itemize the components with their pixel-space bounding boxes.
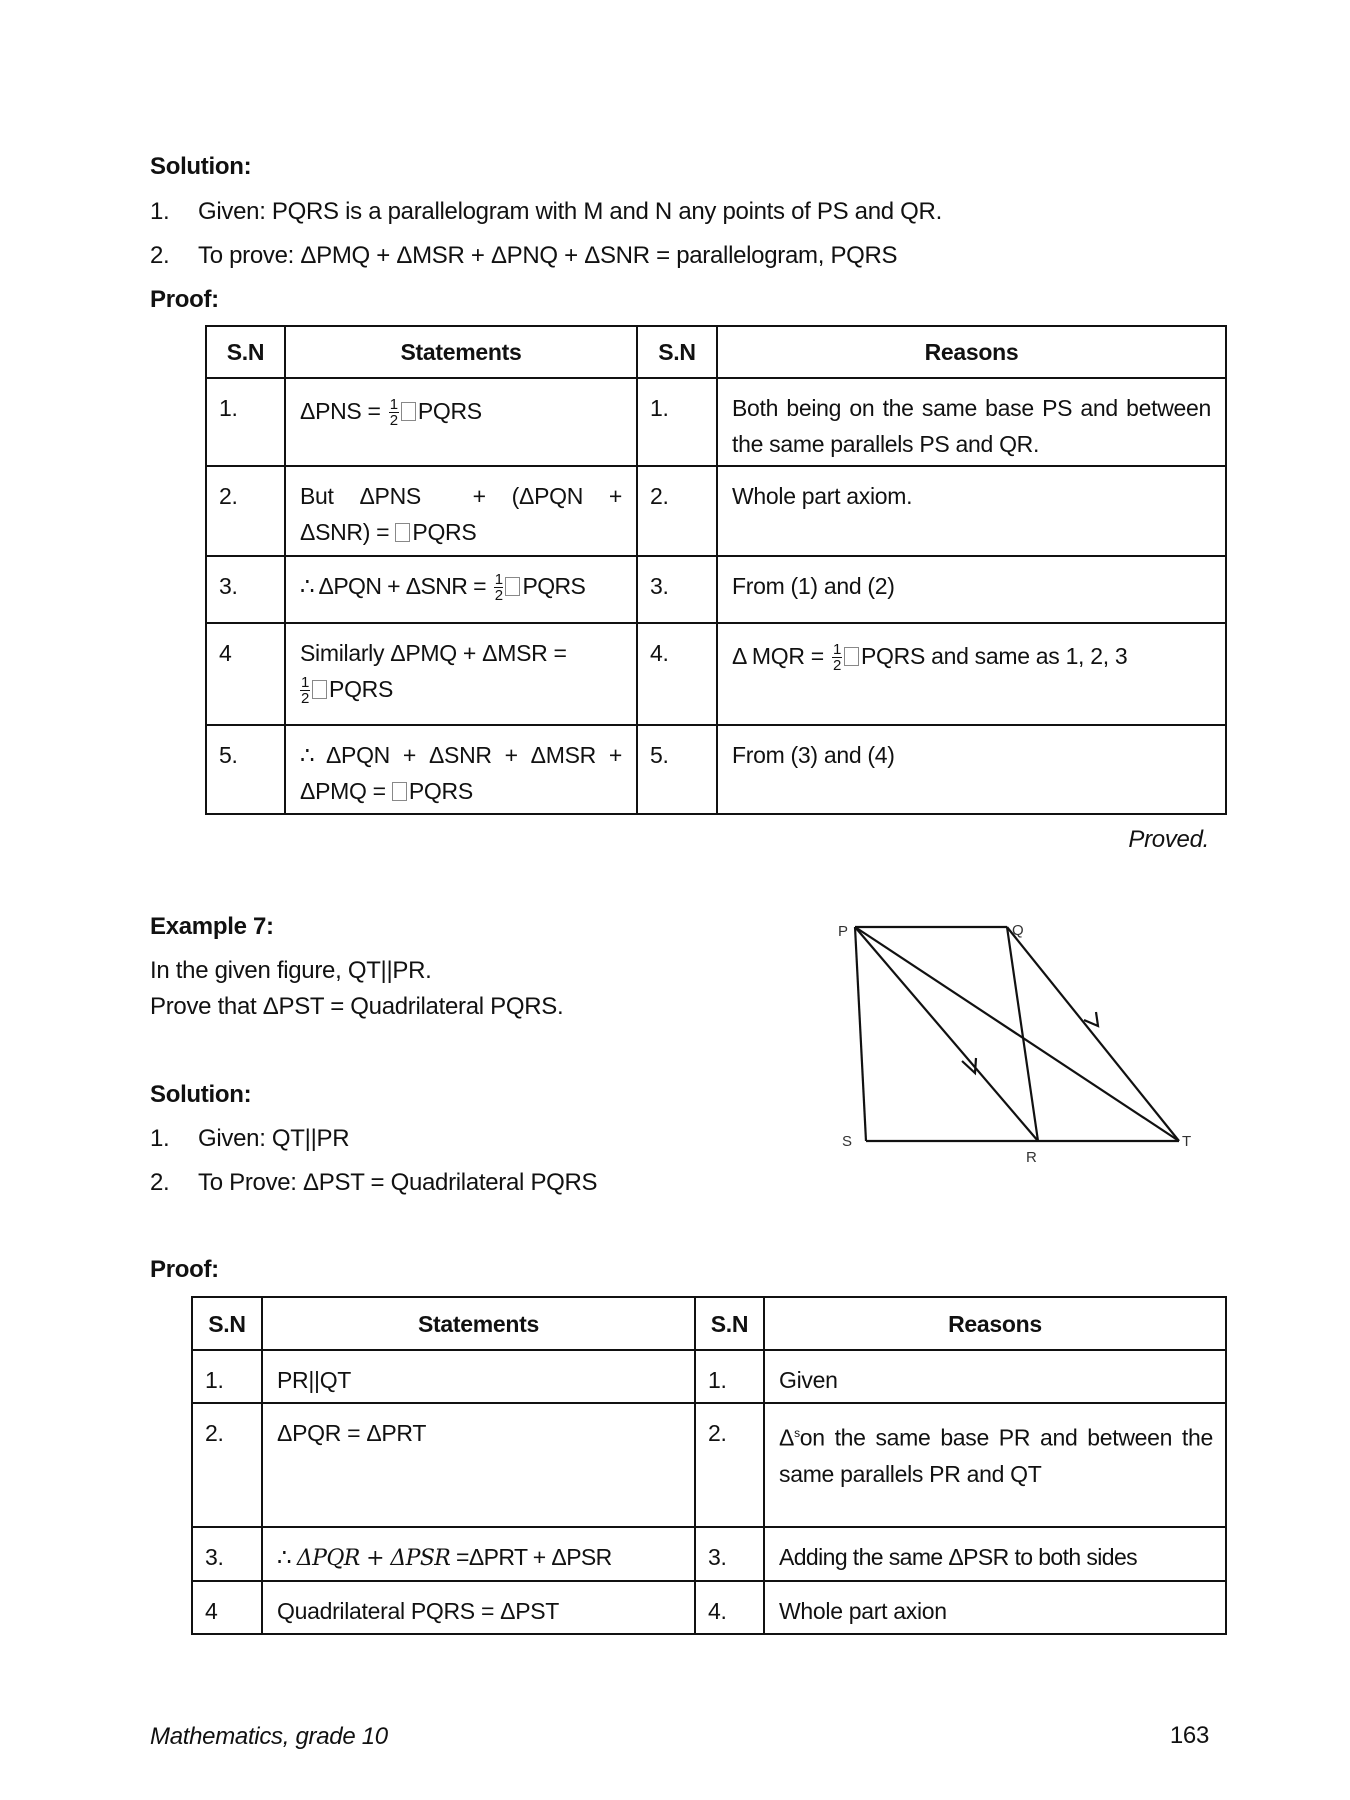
statement-text: =ΔPRT + ΔPSR [450, 1544, 612, 1570]
label-p: P [838, 923, 848, 940]
row-sn: 1. [637, 378, 717, 466]
table-row [206, 556, 1226, 623]
header-sn: S.N [695, 1297, 764, 1350]
label-r: R [1026, 1149, 1037, 1166]
table-header-row [206, 326, 1226, 378]
proof-heading: Proof: [150, 1256, 219, 1283]
parallelogram-symbol-icon [312, 680, 327, 699]
given-line [150, 198, 942, 226]
example-line-2: Prove that ΔPST = Quadrilateral PQRS. [150, 993, 564, 1020]
footer-book-title: Mathematics, grade 10 [150, 1723, 388, 1750]
reason-text: Δ MQR = [732, 643, 830, 669]
reason-cell: Whole part axion [764, 1581, 1226, 1634]
statement-text: Similarly ΔPMQ + ΔMSR = [300, 640, 567, 666]
row-sn: 1. [695, 1350, 764, 1403]
table-row [206, 378, 1226, 466]
row-sn: 3. [206, 556, 285, 623]
parallelogram-symbol-icon [401, 402, 416, 421]
row-sn: 3. [637, 556, 717, 623]
reason-cell: From (3) and (4) [717, 725, 1226, 814]
label-t: T [1182, 1133, 1191, 1150]
numerator: 1 [832, 641, 842, 659]
reason-text: on the same base PR and between the same parallels PR and QT [779, 1424, 1213, 1487]
item-text: To prove: ΔPMQ + ΔMSR + ΔPNQ + ΔSNR = parallelogram, PQRS [198, 242, 898, 269]
table-row [206, 466, 1226, 556]
statement-text: ∴ ΔPQN + ΔSNR = [300, 573, 492, 599]
to-prove-line [150, 242, 897, 270]
header-reasons: Reasons [717, 326, 1226, 378]
parallelogram-symbol-icon [844, 647, 859, 666]
table-row [206, 725, 1226, 814]
reason-cell [764, 1403, 1226, 1527]
fraction [494, 572, 504, 603]
row-sn: 3. [192, 1527, 262, 1581]
triangle-symbol: Δ [779, 1424, 795, 1451]
plural-superscript: s [794, 1426, 800, 1440]
statement-cell: Quadrilateral PQRS = ΔPST [262, 1581, 695, 1634]
reason-cell [717, 623, 1226, 725]
numerator: 1 [389, 396, 398, 414]
statement-text: PQRS [412, 519, 477, 545]
line-ps [855, 927, 866, 1141]
reason-cell: Both being on the same base PS and between the same parallels PS and QR. [717, 378, 1226, 466]
geometry-figure [820, 900, 1220, 1180]
header-sn: S.N [192, 1297, 262, 1350]
statement-text: PQRS [522, 573, 586, 599]
item-text: Given: QT||PR [198, 1125, 350, 1152]
statement-text: PQRS [417, 398, 482, 424]
fraction [300, 675, 310, 706]
to-prove-line [150, 1169, 597, 1197]
item-number: 1. [150, 198, 170, 225]
reason-text: PQRS and same as 1, 2, 3 [861, 643, 1128, 669]
row-sn: 3. [695, 1527, 764, 1581]
item-number: 2. [150, 1169, 170, 1196]
header-sn: S.N [206, 326, 285, 378]
statement-cell [285, 725, 637, 814]
solution-heading: Solution: [150, 1081, 252, 1108]
denominator: 2 [301, 690, 310, 708]
row-sn: 4 [192, 1581, 262, 1634]
numerator: 1 [494, 571, 503, 589]
header-statements: Statements [262, 1297, 695, 1350]
denominator: 2 [494, 587, 503, 605]
header-statements: Statements [285, 326, 637, 378]
table-row [192, 1403, 1226, 1527]
proof-heading: Proof: [150, 286, 219, 313]
header-sn: S.N [637, 326, 717, 378]
reason-cell: Whole part axiom. [717, 466, 1226, 556]
statement-text: ΔPNS = [300, 398, 387, 424]
table-row [206, 623, 1226, 725]
item-number: 1. [150, 1125, 170, 1152]
row-sn: 2. [192, 1403, 262, 1527]
example-line-1: In the given figure, QT||PR. [150, 957, 432, 984]
table-row [192, 1350, 1226, 1403]
solution-heading: Solution: [150, 153, 252, 180]
example-heading: Example 7: [150, 913, 274, 940]
numerator: 1 [301, 674, 310, 692]
header-reasons: Reasons [764, 1297, 1226, 1350]
statement-text: PQRS [408, 778, 473, 804]
row-sn: 4. [637, 623, 717, 725]
label-s: S [842, 1133, 852, 1150]
table-header-row [192, 1297, 1226, 1350]
parallelogram-symbol-icon [395, 523, 410, 542]
statement-cell [285, 623, 637, 725]
parallelogram-symbol-icon [392, 782, 407, 801]
statement-cell [285, 556, 637, 623]
statement-cell: PR||QT [262, 1350, 695, 1403]
row-sn: 5. [637, 725, 717, 814]
statement-cell: ΔPQR = ΔPRT [262, 1403, 695, 1527]
row-sn: 4 [206, 623, 285, 725]
row-sn: 4. [695, 1581, 764, 1634]
reason-cell: Adding the same ΔPSR to both sides [764, 1527, 1226, 1581]
row-sn: 1. [206, 378, 285, 466]
statement-cell [285, 466, 637, 556]
row-sn: 2. [695, 1403, 764, 1527]
item-number: 2. [150, 242, 170, 269]
fraction [389, 397, 399, 428]
reason-cell: From (1) and (2) [717, 556, 1226, 623]
item-text: Given: PQRS is a parallelogram with M and N any points of PS and QR. [198, 198, 942, 225]
statement-cell [285, 378, 637, 466]
statement-text: ∴ ΔPQN + ΔSNR + ΔMSR + ΔPMQ = [300, 742, 622, 804]
page-number: 163 [1169, 1722, 1209, 1749]
denominator: 2 [832, 657, 842, 675]
statement-text: But ΔPNS + (ΔPQN + ΔSNR) = [300, 483, 635, 545]
proof-table-1 [205, 325, 1227, 815]
line-pt [855, 927, 1179, 1141]
math-expression: ΔPQR + ΔPSR [296, 1546, 451, 1571]
given-line [150, 1125, 349, 1153]
row-sn: 2. [206, 466, 285, 556]
item-text: To Prove: ΔPST = Quadrilateral PQRS [198, 1169, 598, 1196]
statement-text: PQRS [329, 676, 394, 702]
statement-cell [262, 1527, 695, 1581]
proof-table-2 [191, 1296, 1227, 1635]
row-sn: 1. [192, 1350, 262, 1403]
fraction [832, 642, 842, 673]
row-sn: 2. [637, 466, 717, 556]
proved-label: Proved. [1128, 826, 1209, 853]
label-q: Q [1012, 922, 1024, 939]
parallelogram-symbol-icon [505, 577, 520, 596]
reason-cell: Given [764, 1350, 1226, 1403]
table-row [192, 1581, 1226, 1634]
row-sn: 5. [206, 725, 285, 814]
table-row [192, 1527, 1226, 1581]
therefore-symbol: ∴ [277, 1544, 297, 1570]
denominator: 2 [389, 412, 398, 430]
